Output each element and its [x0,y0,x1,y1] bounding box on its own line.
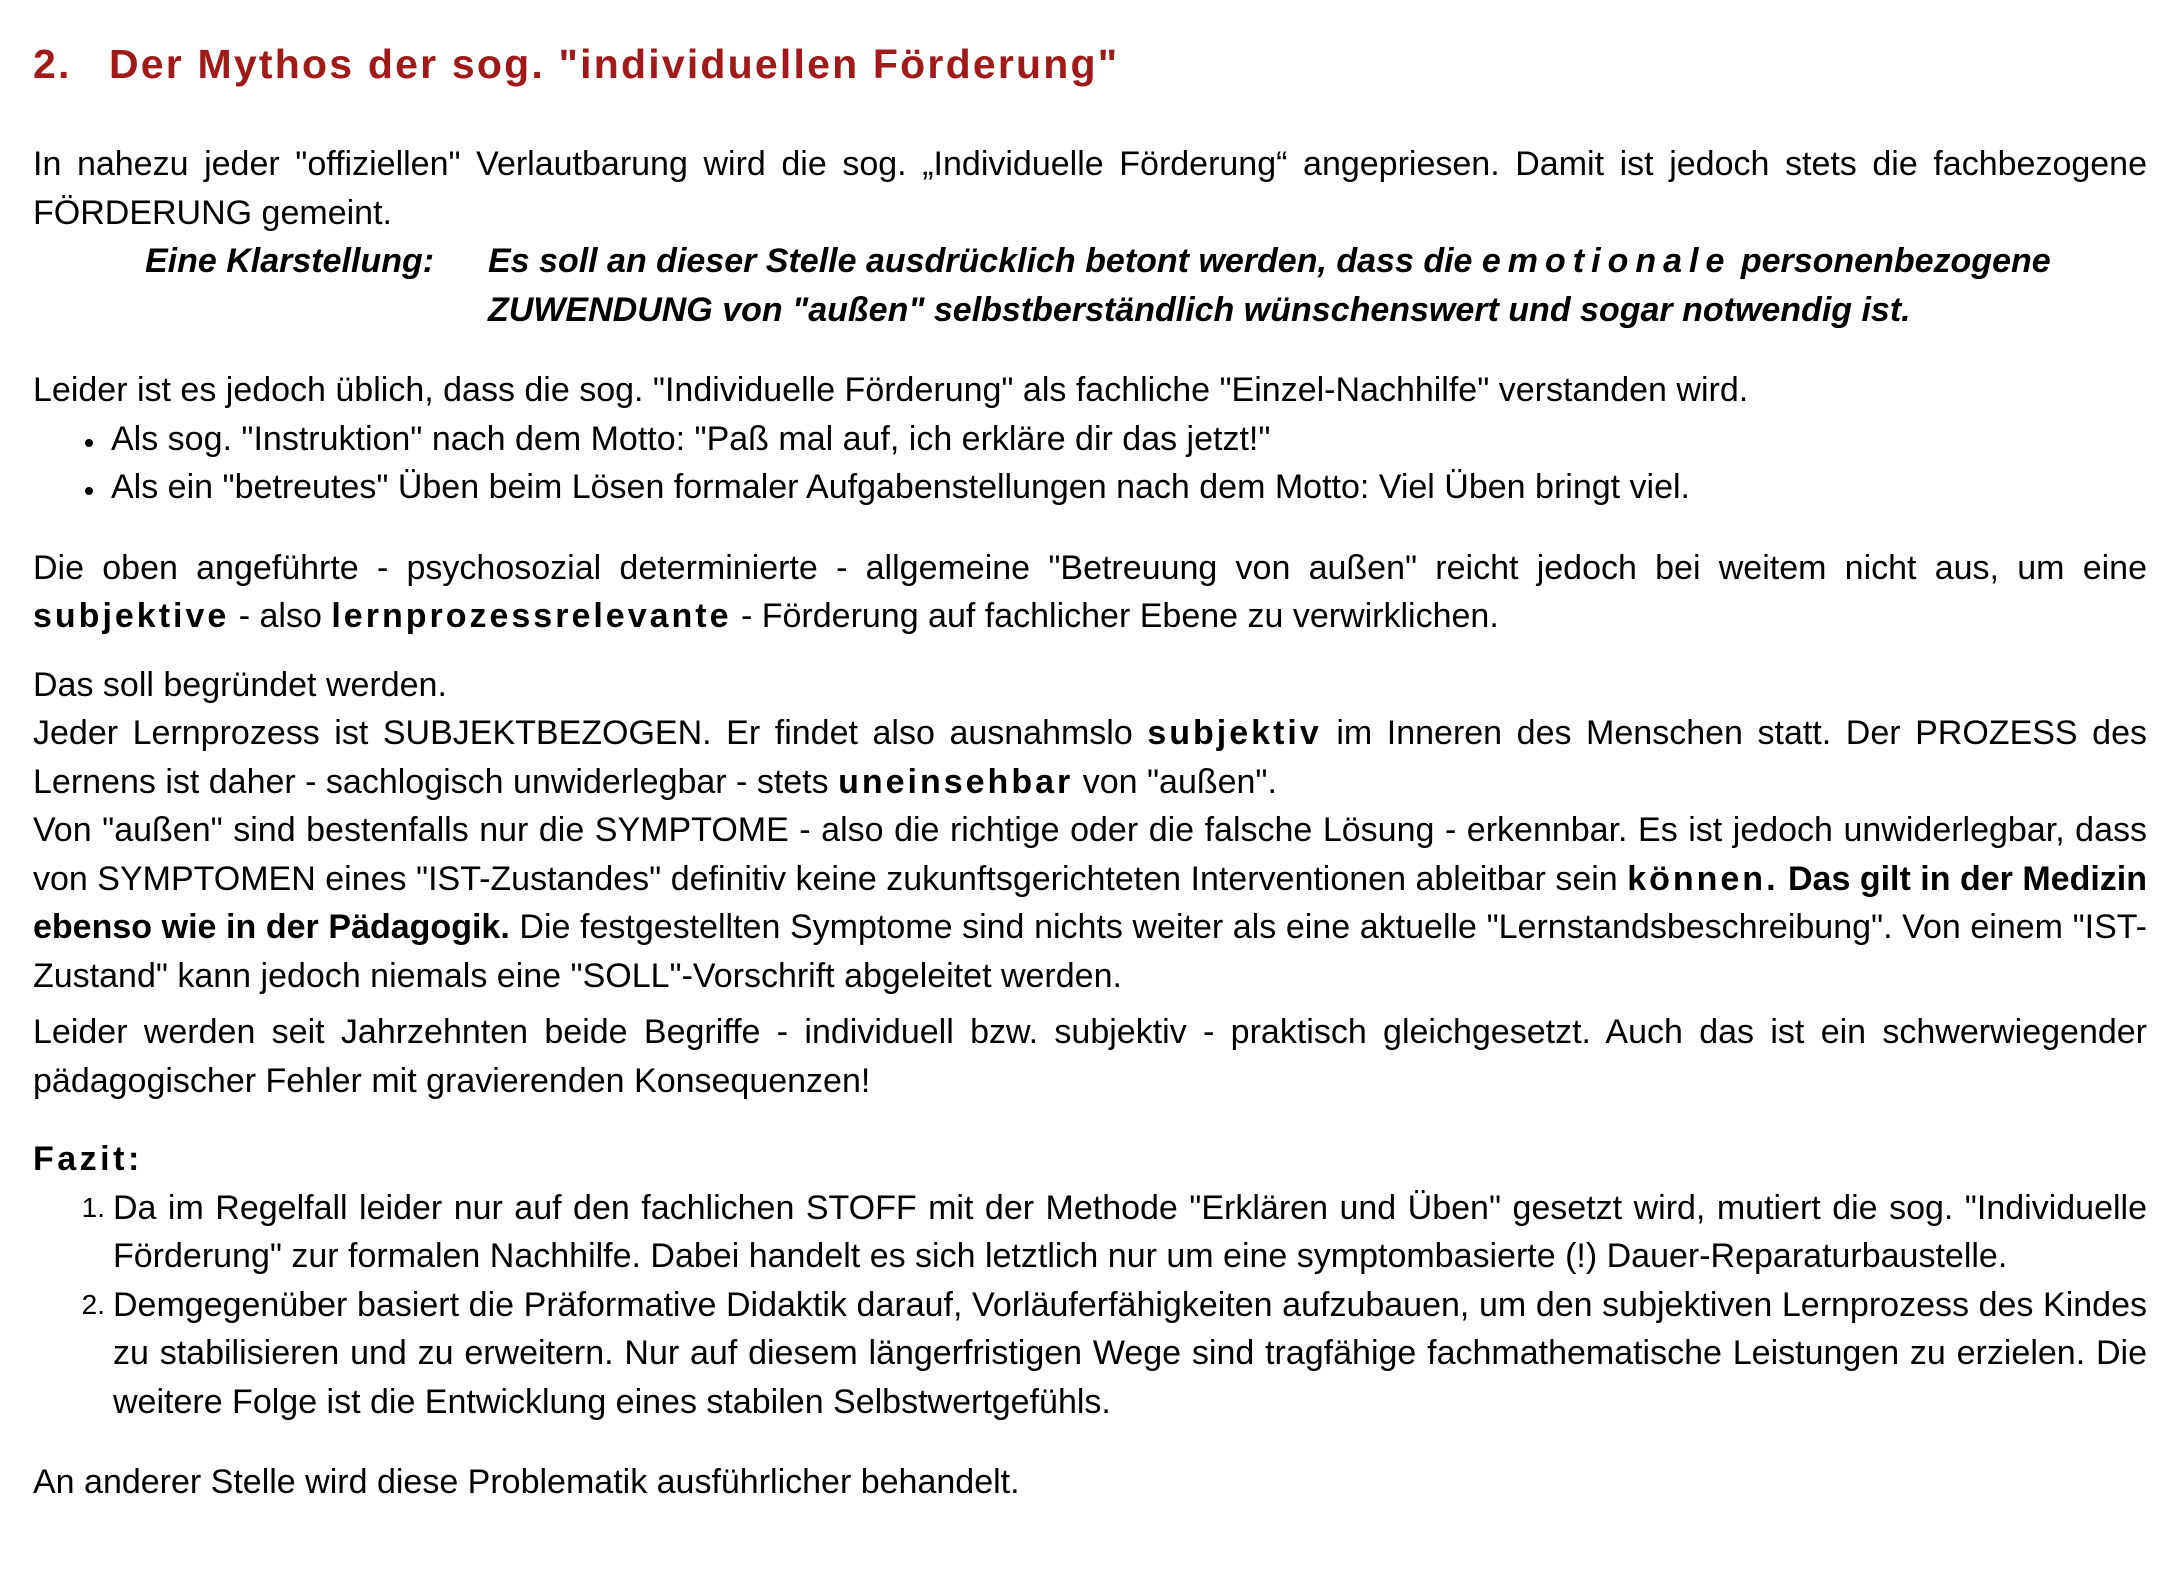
fazit-item-text: Da im Regelfall leider nur auf den fachlichen STOFF mit der Methode "Erklären und Üben" gesetzt wird, mutiert die sog. "Individuelle Förderung" zur formalen Nachhilfe. Dabei handelt es sich letztlich nur um eine symptombasierte (!) Dauer-Reparaturbaustelle. [113,1188,2147,1275]
section4-paragraph1 [33,709,2147,806]
bullet-item: Als sog. "Instruktion" nach dem Motto: "Paß mal auf, ich erkläre dir das jetzt!" [85,415,2147,464]
bullet-list [33,415,2147,512]
p1-part1: Jeder Lernprozess ist SUBJEKTBEZOGEN. Er findet also ausnahmslo [33,714,1148,752]
p2-part1: Von "außen" sind bestenfalls nur die SYMPTOME - also die richtige oder die falsche Lösung - erkennbar. Es ist jedoch unwiderlegbar, dass von SYMPTOMEN eines "IST-Zustandes" definitiv keine zukunftsgerichteten Interventionen ableitbar sein [33,811,2147,898]
emphasis-koennen: können. [1627,859,1779,898]
fazit-title: Fazit: [33,1140,143,1178]
fazit-item-number: 1. [81,1191,105,1223]
section4-intro: Das soll begründet werden. [33,665,447,704]
section2-paragraph: Leider ist es jedoch üblich, dass die sog. "Individuelle Förderung" als fachliche "Einzel-Nachhilfe" verstanden wird. [33,371,1749,409]
clarification-text [488,237,2147,334]
fazit-item-number: 2. [81,1288,105,1320]
heading-title: Der Mythos der sog. "individuellen Förderung" [109,41,1120,87]
p1-part3: von "außen". [1073,762,1277,801]
emphasis-subjektive: subjektive [33,597,230,635]
fazit-item-text: Demgegenüber basiert die Präformative Didaktik darauf, Vorläuferfähigkeiten aufzubauen, um den subjektiven Lernprozess des Kindes zu stabilisieren und zu erweitern. Nur auf diesem längerfristigen Wege sind tragfähige fachmathematische Leistungen zu erzielen. Die weitere Folge ist die Entwicklung eines stabilen Selbstwertgefühls. [113,1285,2147,1421]
emphasis-subjektiv: subjektiv [1147,714,1322,752]
section-heading [33,36,2147,92]
p1-part2: im Inneren des Menschen statt. Der PROZESS des Lernens ist daher - sachlogisch unwiderlegbar - stets [33,714,2147,801]
intro-paragraph: In nahezu jeder "offiziellen" Verlautbarung wird die sog. „Individuelle Förderung“ angepriesen. Damit ist jedoch stets die fachbezogene FÖRDERUNG gemeint. [33,145,2147,232]
p2-bold-sentence: Das gilt in der Medizin ebenso wie in der Pädagogik. [33,859,2147,946]
clarification-block [145,237,2147,334]
fazit-item [33,1184,2147,1281]
bullet-item: Als ein "betreutes" Üben beim Lösen formaler Aufgabenstellungen nach dem Motto: Viel Üben bringt viel. [85,463,2147,512]
clarification-emphasis: emotionale [1481,242,1732,280]
closing-paragraph: An anderer Stelle wird diese Problematik ausführlicher behandelt. [33,1463,1020,1501]
section4-paragraph3: Leider werden seit Jahrzehnten beide Begriffe - individuell bzw. subjektiv - praktisch gleichgesetzt. Auch das ist ein schwerwiegender pädagogischer Fehler mit gravierenden Konsequenzen! [33,1013,2147,1100]
fazit-item [33,1281,2147,1427]
emphasis-lernprozessrelevante: lernprozessrelevante [331,597,732,635]
clarification-text-part2: personenbezogene ZUWENDUNG von "außen" selbstberständlich wünschenswert und sogar notwendig ist. [488,242,2051,329]
section3-paragraph [33,544,2147,641]
fazit-list [33,1184,2147,1427]
p2-part2: Die festgestellten Symptome sind nichts weiter als eine aktuelle "Lernstandsbeschreibung". Von einem "IST-Zustand" kann jedoch niemals eine "SOLL"-Vorschrift abgeleitet werden. [33,908,2147,995]
emphasis-uneinsehbar: uneinsehbar [838,762,1074,801]
heading-number: 2. [33,41,72,87]
section3-part1: Die oben angeführte - psychosozial determinierte - allgemeine "Betreuung von außen" reicht jedoch bei weitem nicht aus, um eine [33,548,2147,587]
section4-paragraph2 [33,806,2147,1000]
clarification-label: Eine Klarstellung: [145,242,435,280]
clarification-text-part1: Es soll an dieser Stelle ausdrücklich betont werden, dass die [488,242,1482,280]
section3-part3: - Förderung auf fachlicher Ebene zu verwirklichen. [731,597,1499,635]
section3-part2: - also [229,597,332,635]
